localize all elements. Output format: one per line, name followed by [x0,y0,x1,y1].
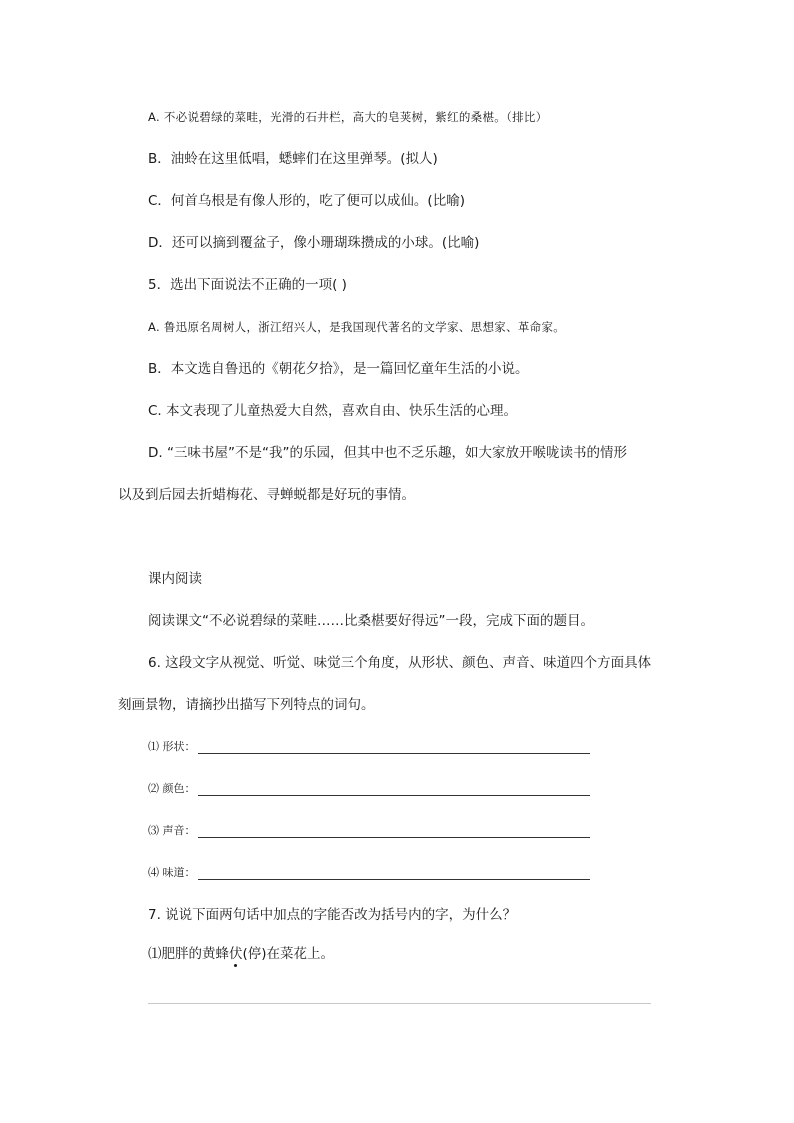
q6-blank-label: ⑶ 声音： [148,824,196,837]
q7-item1-before: ⑴肥胖的黄蜂 [148,946,229,962]
q6-blank-label: ⑵ 颜色： [148,782,196,795]
q7-item1-dotted-char: 伏 [229,946,243,962]
section-instruction: 阅读课文“不必说碧绿的菜畦……比桑椹要好得远”一段，完成下面的题目。 [148,613,594,629]
q5-option-b: B．本文选自鲁迅的《朝花夕拾》，是一篇回忆童年生活的小说。 [148,361,529,377]
answer-line[interactable] [198,836,590,838]
q6-blank-label: ⑴ 形状： [148,740,196,753]
q5-option-d-continued: 以及到后园去折蜡梅花、寻蝉蜕都是好玩的事情。 [118,487,415,503]
q6-blank-sound[interactable] [148,821,590,841]
q4-option-c: C．何首乌根是有像人形的，吃了便可以成仙。(比喻) [148,193,465,209]
q6-stem-line2: 刻画景物，请摘抄出描写下列特点的词句。 [118,697,375,713]
answer-line[interactable] [198,794,590,796]
section-title: 课内阅读 [148,571,202,587]
q5-option-d: D. “三味书屋”不是“我”的乐园，但其中也不乏乐趣，如大家放开喉咙读书的情形 [148,445,627,461]
q7-stem: 7. 说说下面两句话中加点的字能否改为括号内的字，为什么？ [148,907,517,923]
q4-option-d: D．还可以摘到覆盆子，像小珊瑚珠攒成的小球。(比喻) [148,235,480,251]
q6-blank-color[interactable] [148,779,590,799]
q7-item1-after: (停)在菜花上。 [242,946,335,962]
q5-stem: 5．选出下面说法不正确的一项( ) [148,277,347,293]
footer-divider [148,1003,651,1004]
q6-blank-shape[interactable] [148,737,590,757]
q4-option-a: A. 不必说碧绿的菜畦，光滑的石井栏，高大的皂荚树，紫红的桑椹。（排比） [148,110,548,124]
q4-option-b: B．油蛉在这里低唱，蟋蟀们在这里弹琴。(拟人) [148,151,438,167]
answer-line[interactable] [198,752,590,754]
q6-stem-line1: 6. 这段文字从视觉、听觉、味觉三个角度，从形状、颜色、声音、味道四个方面具体 [148,655,652,671]
q7-item1 [148,944,334,964]
answer-line[interactable] [198,878,590,880]
q6-blank-taste[interactable] [148,863,590,883]
q5-option-a: A. 鲁迅原名周树人，浙江绍兴人，是我国现代著名的文学家、思想家、革命家。 [148,320,566,334]
q6-blank-label: ⑷ 味道： [148,866,196,879]
q5-option-c: C. 本文表现了儿童热爱大自然，喜欢自由、快乐生活的心理。 [148,403,518,419]
